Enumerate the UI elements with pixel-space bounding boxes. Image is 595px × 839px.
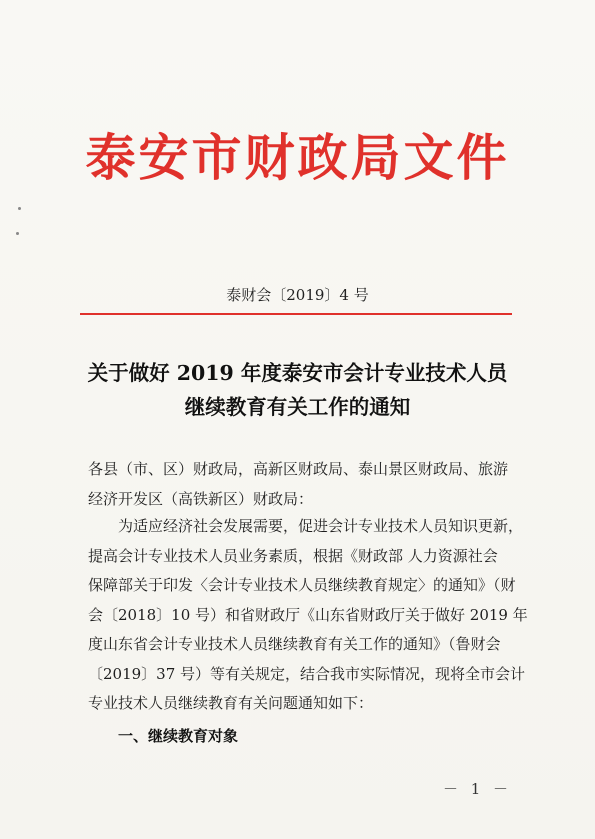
- addressee-line-2: 经济开发区（高铁新区）财政局：: [88, 489, 314, 508]
- red-divider-line: [80, 313, 512, 315]
- scan-speck: [16, 232, 19, 235]
- paragraph-line: 保障部关于印发〈会计专业技术人员继续教育规定〉的通知》（财: [88, 576, 516, 594]
- addressee-line-1: 各县（市、区）财政局，高新区财政局、泰山景区财政局、旅游: [88, 460, 509, 478]
- scan-speck: [18, 207, 21, 210]
- body-paragraph: [88, 512, 528, 719]
- paragraph-line: 会〔2018〕10 号）和省财政厅《山东省财政厅关于做好 2019 年: [88, 605, 528, 624]
- addressee-block: [88, 455, 528, 514]
- section-heading: 一、继续教育对象: [118, 727, 239, 745]
- notice-title-line-2: 继续教育有关工作的通知: [184, 395, 411, 419]
- paragraph-line: 专业技术人员继续教育有关问题通知如下：: [88, 694, 374, 712]
- paragraph-line: 提高会计专业技术人员业务素质，根据《财政部 人力资源社会: [88, 546, 498, 565]
- notice-title-line-1: 关于做好 2019 年度泰安市会计专业技术人员: [87, 361, 508, 385]
- paragraph-line: 为适应经济社会发展需要，促进会计专业技术人员知识更新，: [88, 517, 524, 535]
- page-number-text: － 1 －: [442, 780, 513, 798]
- notice-title: [40, 356, 555, 424]
- letterhead-title: 泰安市财政局文件: [85, 128, 510, 187]
- paragraph-line: 度山东省会计专业技术人员继续教育有关工作的通知》（鲁财会: [88, 635, 501, 653]
- document-number: 泰财会〔2019〕4 号: [226, 286, 369, 304]
- page-number: [0, 778, 595, 799]
- paragraph-line: 〔2019〕37 号）等有关规定，结合我市实际情况，现将全市会计: [88, 664, 526, 683]
